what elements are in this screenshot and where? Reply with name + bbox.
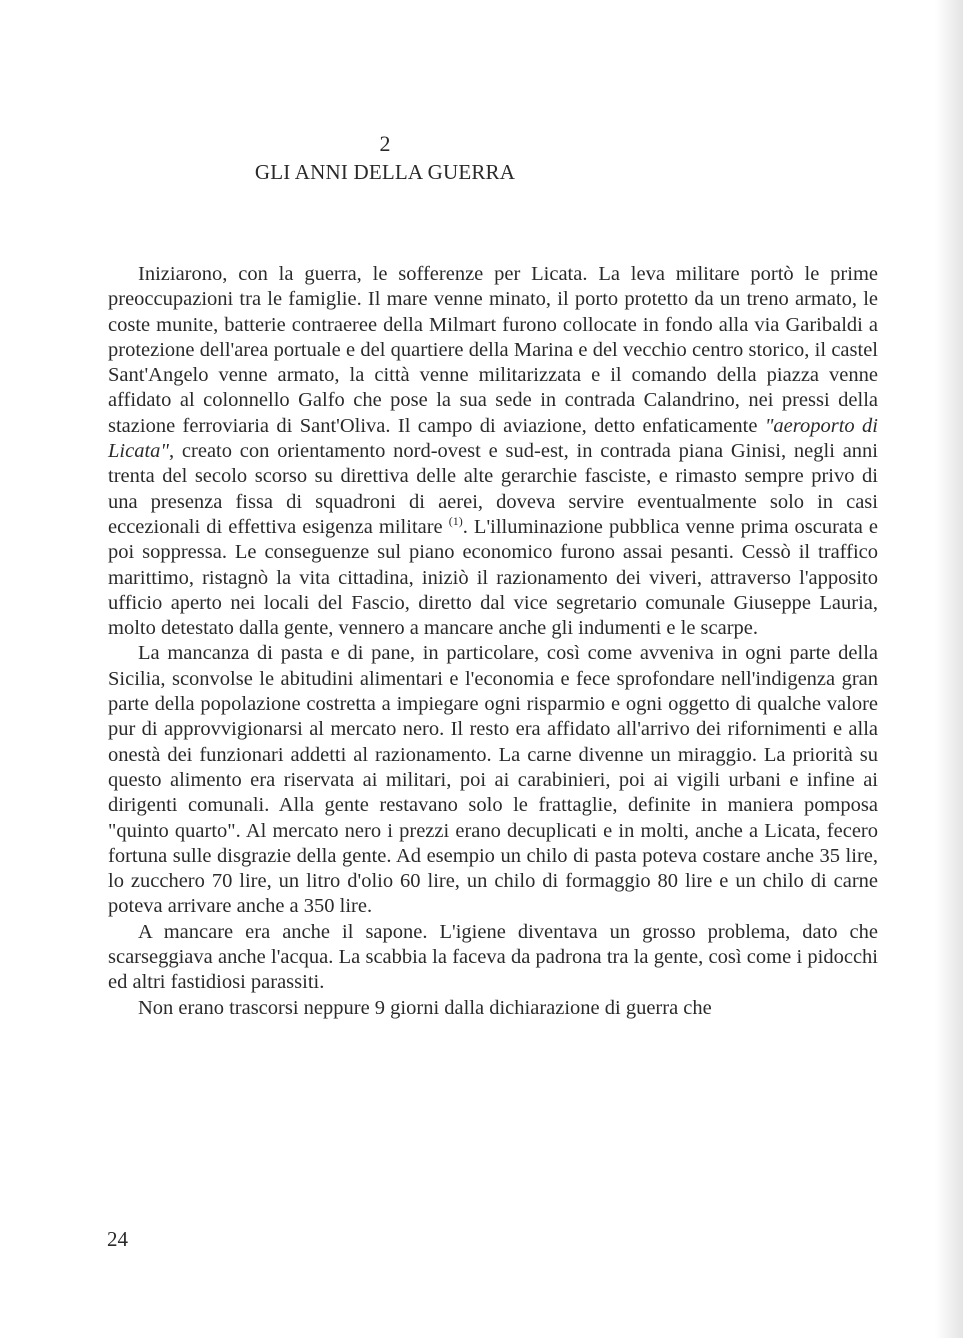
page-edge-shadow <box>935 0 963 1338</box>
paragraph-3: A mancare era anche il sapone. L'igiene diventava un grosso problema, dato che scarseggiava anche l'acqua. La scabbia la faceva da padrona tra la gente, così come i pidocchi ed altri fastidiosi parassiti. <box>108 920 878 994</box>
chapter-title: GLI ANNI DELLA GUERRA <box>254 160 516 184</box>
paragraph-1-italic: "aeroporto di Licata" <box>108 414 878 463</box>
paragraph-1-text-b: , creato con orientamento nord-ovest e sud-est, in contrada piana Ginisi, negli anni trenta del secolo scorso su direttiva delle alte gerarchie fasciste, e rimasto sempre privo di una presenza fissa di squadroni di aerei, doveva servire eventualmente solo in casi eccezionali di effettiva esigenza militare <box>108 440 878 538</box>
paragraph-1-text-a: Iniziarono, con la guerra, le sofferenze per Licata. La leva militare portò le prime preoccupazioni tra le famiglie. Il mare venne minato, il porto protetto da un treno armato, le coste munite, batterie contraeree della Milmart furono collocate in fondo alla via Garibaldi a protezione dell'area portuale e del quartiere della Marina e del vecchio centro storico, il castel Sant'Angelo venne armato, la città venne militarizzata e il comando della piazza venne affidato al colonnello Galfo che pose la sua sede in contrada Calandrino, nei pressi della stazione ferroviaria di Sant'Oliva. Il campo di aviazione, detto enfaticamente <box>108 263 878 437</box>
paragraph-2: La mancanza di pasta e di pane, in particolare, così come avveniva in ogni parte della Sicilia, sconvolse le abitudini alimentari e l'economia e fece sprofondare nell'indigenza gran parte della popolazione costretta a impiegare ogni risparmio e ogni oggetto di qualche valore pur di approvvigionarsi al mercato nero. Il resto era affidato all'arrivo dei rifornimenti e alla onestà dei funzionari addetti al razionamento. La carne divenne un miraggio. La priorità su questo alimento era riservata ai militari, poi ai carabinieri, poi ai vigili urbani e infine ai dirigenti comunali. Alla gente restavano solo le frattaglie, definite in maniera pomposa "quinto quarto". Al mercato nero i prezzi erano decuplicati e in molti, anche a Licata, fecero fortuna sulle disgrazie della gente. Ad esempio un chilo di pasta poteva costare anche 35 lire, lo zucchero 70 lire, un litro d'olio 60 lire, un chilo di formaggio 80 lire e un chilo di carne poteva arrivare anche a 350 lire. <box>108 642 878 918</box>
footnote-marker: (1) <box>448 514 463 529</box>
page-number: 24 <box>107 1227 128 1251</box>
chapter-number: 2 <box>379 131 391 156</box>
paragraph-1 <box>108 262 878 641</box>
body-text <box>108 262 878 1021</box>
paragraph-4: Non erano trascorsi neppure 9 giorni dalla dichiarazione di guerra che <box>138 996 712 1019</box>
paragraph-1-text-c: . L'illuminazione pubblica venne prima oscurata e poi soppressa. Le conseguenze sul piano economico furono assai pesanti. Cessò il traffico marittimo, ristagnò la vita cittadina, iniziò il razionamento dei viveri, attraverso l'apposito ufficio aperto nei locali del Fascio, diretto dal vice segretario comunale Giuseppe Lauria, molto detestato dalla gente, vennero a mancare anche gli indumenti e le scarpe. <box>108 515 878 640</box>
